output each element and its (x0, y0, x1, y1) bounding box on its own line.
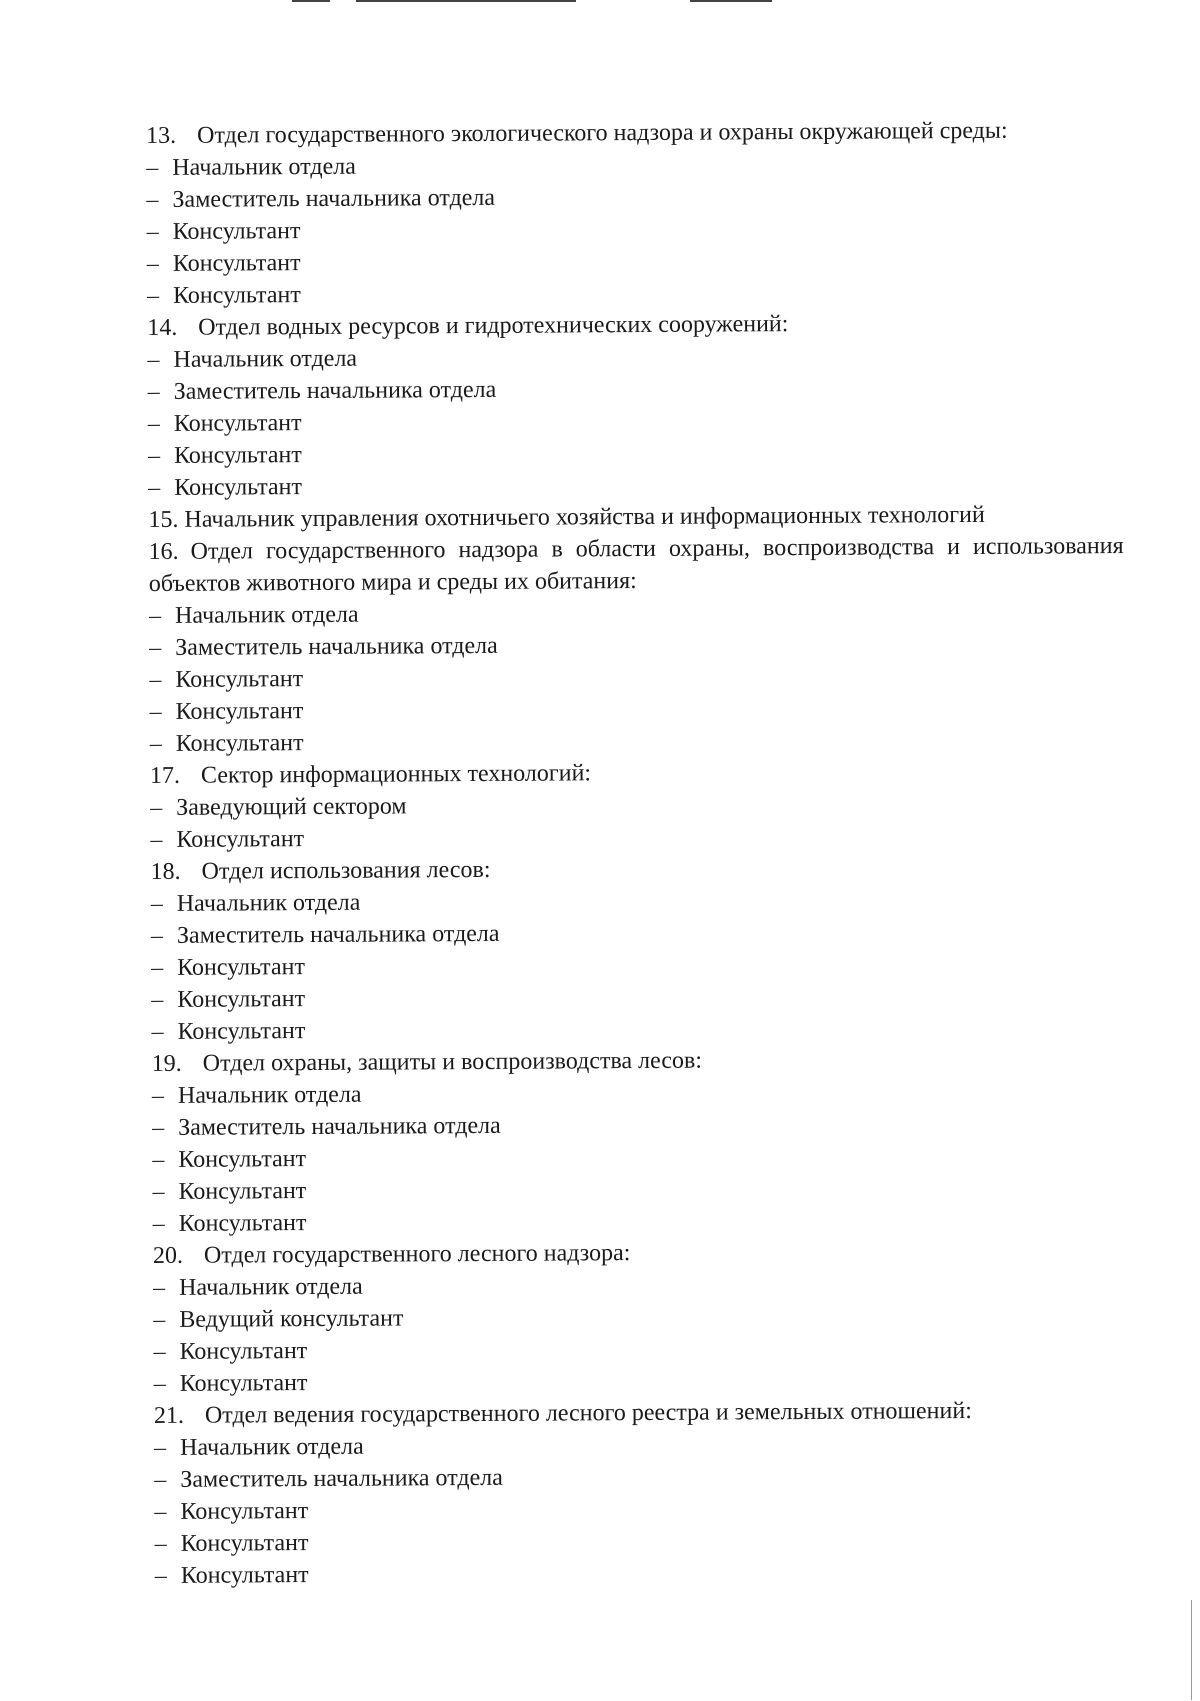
department-section (150, 850, 1126, 1048)
department-section (154, 1394, 1130, 1592)
position-list (146, 146, 1122, 312)
position-title: Ведущий консультант (179, 1305, 404, 1333)
position-title: Начальник отдела (172, 153, 356, 181)
department-heading (146, 114, 1121, 152)
department-title: Отдел охраны, защиты и воспроизводства лесов: (202, 1047, 703, 1077)
list-dash: – (150, 794, 163, 821)
list-dash: – (149, 730, 162, 757)
scan-artifact-line (292, 0, 330, 2)
department-title: Отдел использования лесов: (201, 856, 491, 885)
department-number: 17. (149, 762, 181, 789)
department-section (150, 754, 1126, 856)
position-title: Консультант (176, 826, 305, 853)
department-section (153, 1234, 1129, 1400)
list-dash: – (153, 1338, 166, 1365)
list-dash: – (146, 154, 159, 181)
position-title: Консультант (179, 1370, 308, 1397)
position-list (151, 882, 1127, 1048)
position-title: Начальник отдела (174, 601, 359, 629)
position-title: Консультант (180, 1562, 309, 1589)
list-dash: – (150, 890, 163, 917)
department-title: Отдел государственного лесного надзора: (203, 1240, 631, 1269)
position-list (154, 1426, 1130, 1592)
department-section (152, 1042, 1128, 1240)
position-title: Консультант (178, 1146, 307, 1173)
position-title: Начальник отдела (173, 345, 358, 373)
list-dash: – (154, 1434, 167, 1461)
list-dash: – (154, 1466, 167, 1493)
position-title: Консультант (178, 1210, 307, 1237)
position-title: Консультант (172, 250, 301, 277)
position-title: Консультант (172, 282, 301, 309)
list-dash: – (146, 218, 159, 245)
position-title: Начальник отдела (176, 889, 361, 917)
list-dash: – (149, 666, 162, 693)
position-title: Консультант (175, 698, 304, 725)
department-number: 14. (147, 314, 178, 341)
list-dash: – (148, 474, 161, 501)
department-number: 16. (148, 538, 179, 565)
list-dash: – (152, 1210, 165, 1237)
department-number: 19. (151, 1050, 182, 1077)
position-title: Заместитель начальника отдела (180, 1464, 503, 1493)
department-number: 21. (153, 1402, 184, 1429)
position-title: Консультант (174, 474, 303, 501)
list-dash: – (154, 1530, 167, 1557)
list-dash: – (151, 954, 164, 981)
department-number: 18. (150, 858, 181, 885)
list-dash: – (146, 282, 160, 309)
position-item (155, 1554, 1130, 1592)
list-dash: – (146, 250, 159, 277)
list-dash: – (150, 922, 164, 949)
position-list (150, 786, 1125, 856)
list-dash: – (154, 1562, 167, 1589)
position-title: Консультант (180, 1530, 309, 1557)
position-list (149, 594, 1125, 760)
list-dash: – (147, 378, 160, 405)
department-title: Отдел государственного надзора в области охраны, воспроизводства и использования объектов животного мира и среды их обитания: (148, 533, 1124, 597)
scan-edge-line (1191, 1600, 1192, 1700)
scan-artifact-line (690, 0, 772, 2)
list-dash: – (151, 1018, 164, 1045)
position-list (147, 338, 1123, 504)
list-dash: – (148, 602, 162, 629)
list-dash: – (152, 1114, 165, 1141)
list-dash: – (150, 826, 163, 853)
list-dash: – (149, 634, 162, 661)
position-title: Заместитель начальника отдела (172, 184, 496, 213)
department-number: 15. (148, 506, 179, 533)
list-dash: – (147, 410, 160, 437)
position-title: Консультант (180, 1498, 309, 1525)
department-heading (149, 530, 1124, 600)
department-section (149, 530, 1125, 760)
list-dash: – (152, 1178, 165, 1205)
department-number: 13. (146, 122, 177, 149)
position-title: Заместитель начальника отдела (178, 1112, 501, 1141)
position-title: Заместитель начальника отдела (176, 920, 500, 949)
list-dash: – (154, 1498, 167, 1525)
list-dash: – (153, 1274, 166, 1301)
list-dash: – (151, 986, 164, 1013)
department-title: Отдел ведения государственного лесного реестра и земельных отношений: (204, 1397, 972, 1429)
department-section (147, 306, 1123, 504)
position-title: Консультант (177, 954, 305, 981)
department-title: Отдел водных ресурсов и гидротехнических сооружений: (198, 311, 789, 341)
list-dash: – (152, 1146, 165, 1173)
department-section (146, 114, 1122, 312)
department-title: Отдел государственного экологического надзора и охраны окружающей среды: (197, 117, 1008, 149)
position-title: Консультант (178, 1178, 307, 1205)
department-number: 20. (152, 1242, 184, 1269)
position-title: Консультант (173, 442, 302, 469)
position-title: Заместитель начальника отдела (173, 376, 497, 405)
position-title: Консультант (172, 218, 301, 245)
department-title: Начальник управления охотничьего хозяйства и информационных технологий (184, 501, 985, 533)
list-dash: – (151, 1082, 165, 1109)
list-dash: – (153, 1306, 166, 1333)
position-title: Консультант (177, 986, 306, 1013)
position-title: Начальник отдела (179, 1273, 363, 1301)
position-title: Заведующий сектором (176, 793, 407, 821)
position-title: Консультант (175, 730, 304, 757)
position-title: Консультант (173, 410, 302, 437)
position-title: Начальник отдела (177, 1081, 362, 1109)
department-title: Сектор информационных технологий: (200, 760, 592, 789)
position-title: Консультант (175, 666, 304, 693)
list-dash: – (147, 346, 160, 373)
position-title: Начальник отдела (180, 1433, 364, 1461)
list-dash: – (153, 1370, 166, 1397)
list-dash: – (149, 698, 162, 725)
position-list (152, 1074, 1128, 1240)
position-title: Заместитель начальника отдела (175, 632, 498, 661)
staff-list (146, 114, 1130, 1592)
position-list (153, 1266, 1129, 1400)
scan-artifact-line (356, 0, 576, 2)
list-dash: – (146, 186, 159, 213)
list-dash: – (147, 442, 161, 469)
position-title: Консультант (177, 1018, 306, 1045)
position-title: Консультант (179, 1338, 308, 1365)
